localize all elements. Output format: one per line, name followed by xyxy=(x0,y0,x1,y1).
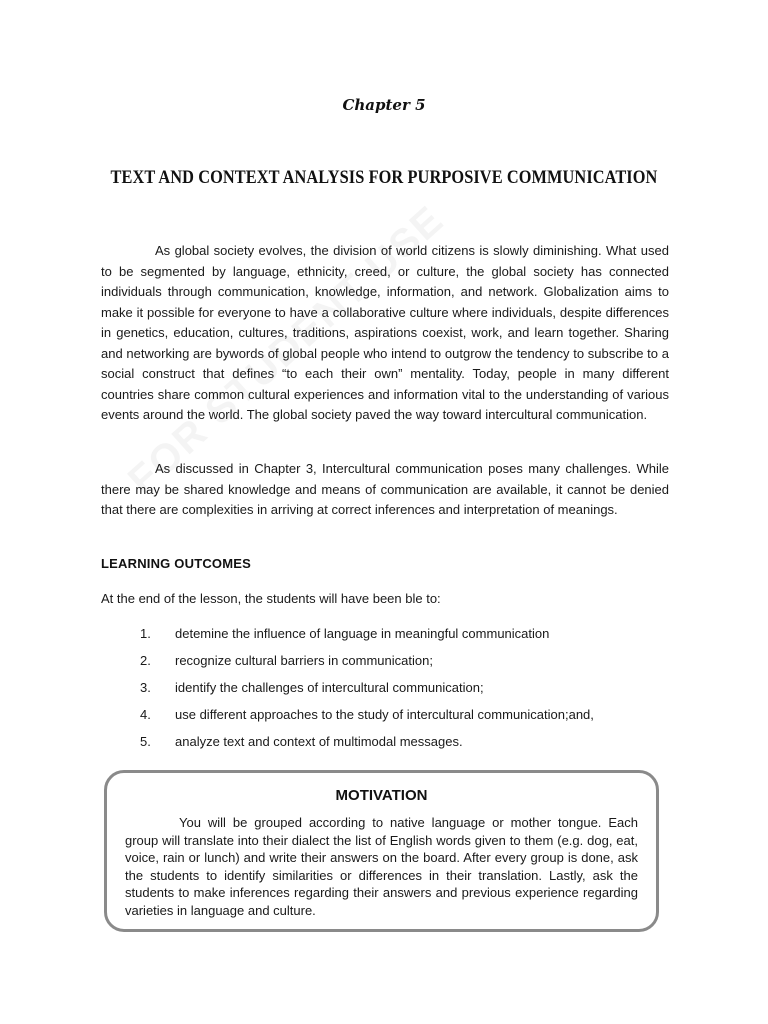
list-item-number: 1. xyxy=(140,626,151,641)
list-item-number: 2. xyxy=(140,653,151,668)
list-item-text: analyze text and context of multimodal messages. xyxy=(175,734,463,749)
motivation-text: You will be grouped according to native language or mother tongue. Each group will translate into their dialect the list of English words given to them (e.g. dog, eat, voice, rain or lunch) and write their answers on the board. After every group is done, ask the students to identify similarities or differences in their translation. Lastly, ask the students to make inferences regarding their answers and previous experience regarding varieties in language and culture. xyxy=(125,815,638,918)
list-item-text: detemine the influence of language in meaningful communication xyxy=(175,626,550,641)
motivation-body xyxy=(125,814,638,920)
list-item xyxy=(140,625,660,652)
chapter-label: Chapter 5 xyxy=(342,96,426,114)
learning-outcomes-list xyxy=(140,625,660,760)
motivation-box xyxy=(104,770,659,932)
list-item xyxy=(140,652,660,679)
list-item-text: use different approaches to the study of intercultural communication;and, xyxy=(175,707,594,722)
list-item xyxy=(140,733,660,760)
list-item xyxy=(140,706,660,733)
learning-outcomes-heading: LEARNING OUTCOMES xyxy=(101,556,252,571)
intro-paragraph: As global society evolves, the division of world citizens is slowly diminishing. What used to be segmented by language, ethnicity, creed, or culture, the global society has connected individuals through communication, knowledge, information, and network. Globalization aims to make it possible for everyone to have a collaborative culture where individuals, despite differences in genetics, education, cultures, traditions, aspirations coexist, work, and learn together. Sharing and networking are bywords of global people who intend to outgrow the tendency to subscribe to a social construct that defines “to each their own” mentality. Today, people in many different countries share common cultural experiences and information vital to the understanding of various events around the world. The global society paved the way toward intercultural communication. xyxy=(101,243,669,422)
list-item-number: 5. xyxy=(140,734,151,749)
context-paragraph: As discussed in Chapter 3, Intercultural communication poses many challenges. While there may be shared knowledge and means of communication are available, it cannot be denied that there are complexities in arriving at correct inferences and interpretation of meanings. xyxy=(101,461,669,517)
list-item-number: 4. xyxy=(140,707,151,722)
list-item-text: recognize cultural barriers in communication; xyxy=(175,653,433,668)
list-item-number: 3. xyxy=(140,680,151,695)
motivation-title: MOTIVATION xyxy=(335,787,428,804)
learning-outcomes-intro: At the end of the lesson, the students will have been ble to: xyxy=(101,591,441,606)
list-item xyxy=(140,679,660,706)
list-item-text: identify the challenges of intercultural communication; xyxy=(175,680,484,695)
page-title: TEXT AND CONTEXT ANALYSIS FOR PURPOSIVE COMMUNICATION xyxy=(110,167,658,188)
